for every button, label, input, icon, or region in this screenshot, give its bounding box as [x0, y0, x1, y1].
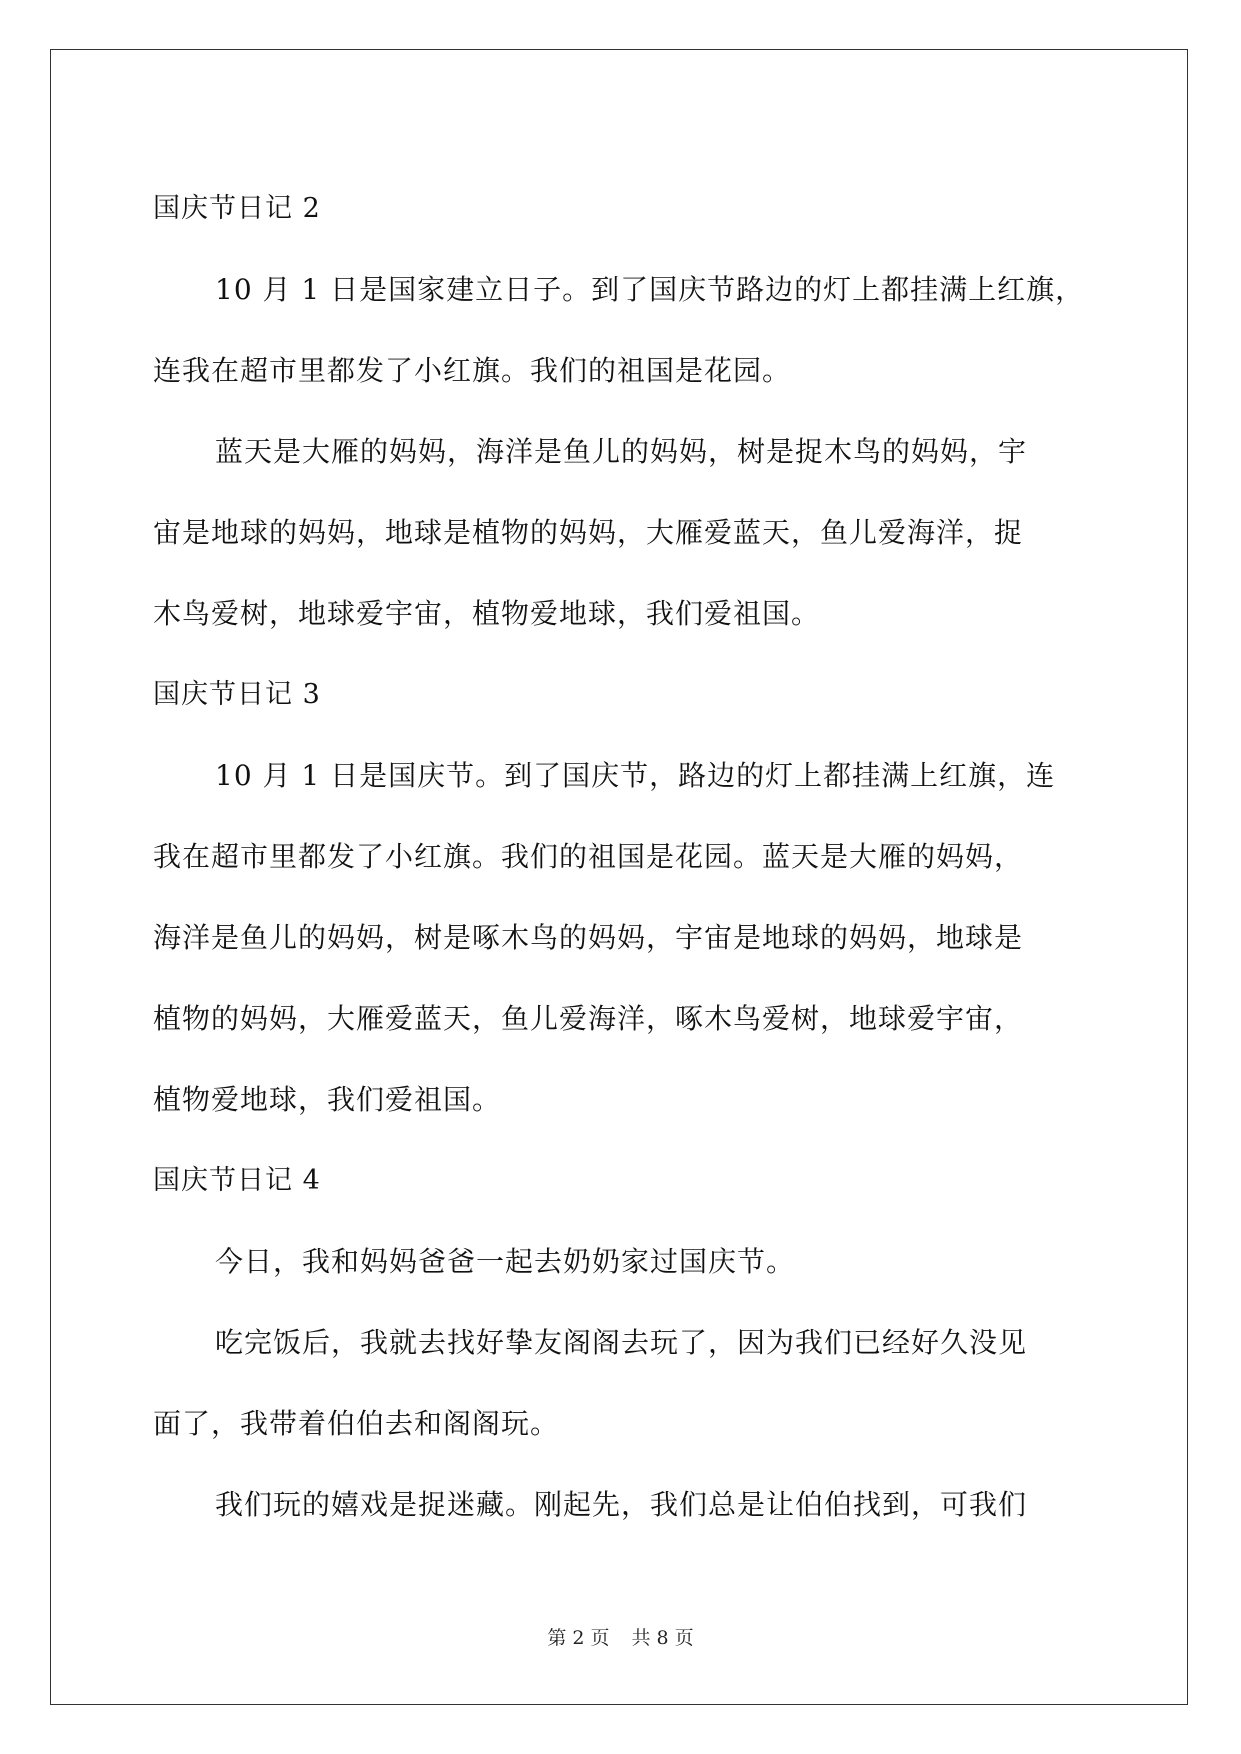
paragraph-line: 连我在超市里都发了小红旗。我们的祖国是花园。: [153, 354, 792, 387]
page-number: 第 2 页: [547, 1627, 610, 1649]
paragraph-line: 面了，我带着伯伯去和阁阁玩。: [153, 1407, 560, 1440]
section-heading: 国庆节日记 2: [153, 193, 321, 224]
paragraph-line: 我在超市里都发了小红旗。我们的祖国是花园。蓝天是大雁的妈妈，: [153, 840, 1024, 873]
page-footer: [0, 1623, 1241, 1650]
paragraph-line: 宙是地球的妈妈，地球是植物的妈妈，大雁爱蓝天，鱼儿爱海洋，捉: [153, 516, 1024, 549]
page-total: 共 8 页: [631, 1627, 694, 1649]
paragraph-line: 海洋是鱼儿的妈妈，树是啄木鸟的妈妈，宇宙是地球的妈妈，地球是: [153, 921, 1024, 954]
paragraph-line: 吃完饭后，我就去找好挚友阁阁去玩了，因为我们已经好久没见: [215, 1326, 1028, 1359]
section-heading: 国庆节日记 4: [153, 1165, 321, 1196]
paragraph-line: 植物爱地球，我们爱祖国。: [153, 1083, 502, 1116]
paragraph-line: 我们玩的嬉戏是捉迷藏。刚起先，我们总是让伯伯找到，可我们: [215, 1488, 1028, 1521]
document-body: [153, 168, 1133, 1545]
paragraph-line: 10 月 1 日是国庆节。到了国庆节，路边的灯上都挂满上红旗，连: [215, 759, 1056, 792]
paragraph-line: 今日，我和妈妈爸爸一起去奶奶家过国庆节。: [215, 1245, 796, 1278]
paragraph-line: 植物的妈妈，大雁爱蓝天，鱼儿爱海洋，啄木鸟爱树，地球爱宇宙，: [153, 1002, 1024, 1035]
paragraph-line: 木鸟爱树，地球爱宇宙，植物爱地球，我们爱祖国。: [153, 597, 821, 630]
section-heading: 国庆节日记 3: [153, 679, 321, 710]
paragraph-line: 蓝天是大雁的妈妈，海洋是鱼儿的妈妈，树是捉木鸟的妈妈，宇: [215, 435, 1028, 468]
paragraph-line: 10 月 1 日是国家建立日子。到了国庆节路边的灯上都挂满上红旗，: [215, 273, 1085, 306]
